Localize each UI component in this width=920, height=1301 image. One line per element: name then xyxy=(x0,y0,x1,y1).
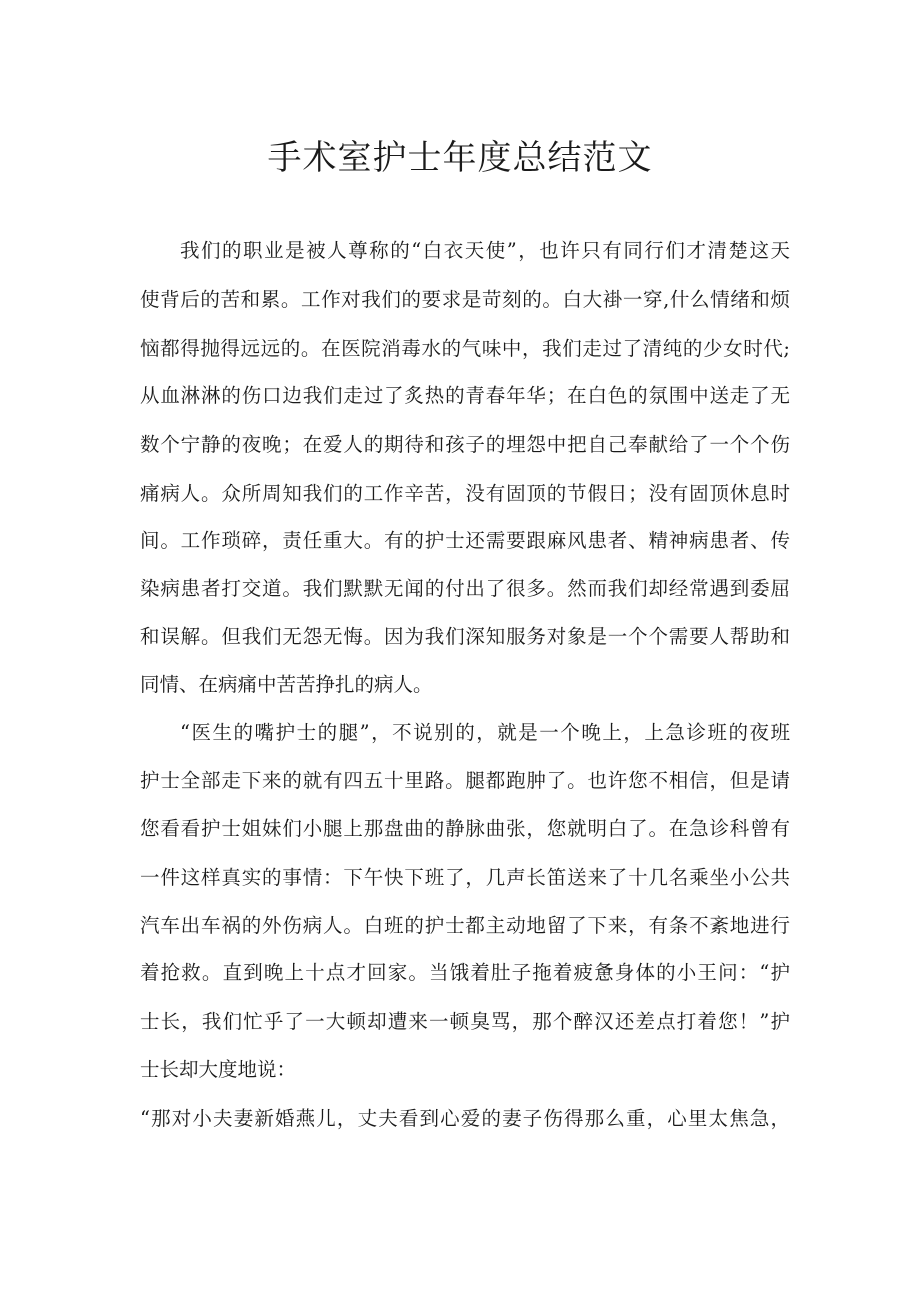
paragraph-1-line-1: 我们的职业是被人尊称的“白衣天使”，也许只有同行们才清楚这天 xyxy=(180,239,790,262)
paragraph-1-line-2: 使背后的苦和累。工作对我们的要求是苛刻的。白大褂一穿,什么情绪和烦 xyxy=(140,288,790,311)
paragraph-1-line-5: 数个宁静的夜晚；在爱人的期待和孩子的埋怨中把自己奉献给了一个个伤 xyxy=(140,433,790,456)
paragraph-1-line-3: 恼都得抛得远远的。在医院消毒水的气味中，我们走过了清纯的少女时代; xyxy=(140,337,790,360)
paragraph-3-line-1: “那对小夫妻新婚燕儿，丈夫看到心爱的妻子伤得那么重，心里太焦急， xyxy=(140,1107,790,1130)
document-title: 手术室护士年度总结范文 xyxy=(267,138,653,178)
paragraph-2-line-2: 护士全部走下来的就有四五十里路。腿都跑肿了。也许您不相信，但是请 xyxy=(140,769,790,792)
paragraph-2-line-1: “医生的嘴护士的腿”，不说别的，就是一个晚上，上急诊班的夜班 xyxy=(180,721,790,744)
paragraph-2-line-6: 着抢救。直到晚上十点才回家。当饿着肚子拖着疲惫身体的小王问：“护 xyxy=(140,961,790,984)
paragraph-2-line-3: 您看看护士姐妹们小腿上那盘曲的静脉曲张，您就明白了。在急诊科曾有 xyxy=(140,817,790,840)
paragraph-1-line-10: 同情、在病痛中苦苦挣扎的病人。 xyxy=(140,673,433,696)
paragraph-1-line-6: 痛病人。众所周知我们的工作辛苦，没有固顶的节假日；没有固顶休息时 xyxy=(140,482,790,505)
paragraph-2-line-8: 士长却大度地说： xyxy=(140,1058,297,1081)
paragraph-2-line-5: 汽车出车祸的外伤病人。白班的护士都主动地留了下来，有条不紊地进行 xyxy=(140,914,790,937)
paragraph-1-line-4: 从血淋淋的伤口边我们走过了炙热的青春年华；在白色的氛围中送走了无 xyxy=(140,384,790,407)
paragraph-1-line-7: 间。工作琐碎，责任重大。有的护士还需要跟麻风患者、精神病患者、传 xyxy=(140,529,790,552)
paragraph-1-line-8: 染病患者打交道。我们默默无闻的付出了很多。然而我们却经常遇到委屈 xyxy=(140,577,790,600)
paragraph-2-line-7: 士长，我们忙乎了一大顿却遭来一顿臭骂，那个醉汉还差点打着您！”护 xyxy=(140,1010,790,1033)
paragraph-1-line-9: 和误解。但我们无怨无悔。因为我们深知服务对象是一个个需要人帮助和 xyxy=(140,625,790,648)
paragraph-2-line-4: 一件这样真实的事情：下午快下班了，几声长笛送来了十几名乘坐小公共 xyxy=(140,866,790,889)
